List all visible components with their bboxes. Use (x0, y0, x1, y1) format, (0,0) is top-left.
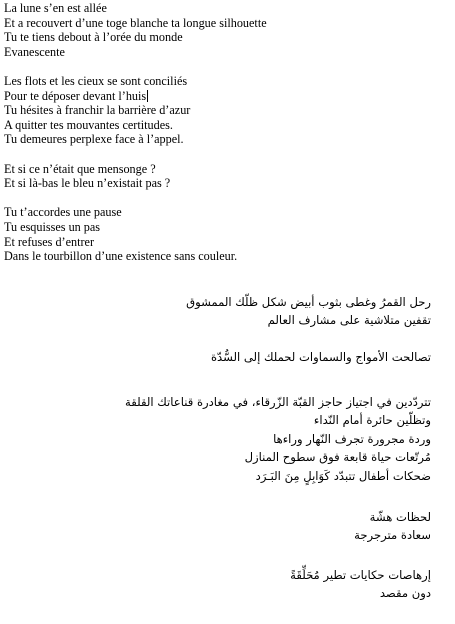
poem-line: Tu te tiens debout à l’orée du monde (4, 30, 183, 45)
poem-line: دون مقصد (379, 586, 431, 601)
poem-line: Et si là-bas le bleu n’existait pas ? (4, 176, 171, 191)
poem-line: تقفين متلاشية على مشارف العالم (267, 313, 431, 328)
french-stanza-3 (4, 162, 444, 191)
poem-line: Tu hésites à franchir la barrière d’azur (4, 103, 191, 118)
poem-line: A quitter tes mouvantes certitudes. (4, 117, 173, 132)
poem-line: Tu esquisses un pas (4, 219, 101, 234)
poem-line: Dans le tourbillon d’une existence sans couleur. (4, 249, 238, 264)
poem-line: مُرتّعات حياة قابعة فوق سطوح المنازل (244, 450, 431, 465)
arabic-stanza-5 (31, 566, 431, 603)
poem-line: La lune s’en est allée (4, 1, 107, 15)
poem-line: وردة مجرورة تجرف النّهار وراءها (273, 431, 431, 446)
poem-line: رحل القمرُ وغطى بثوب أبيض شكل ظلّك الممشوق (186, 295, 431, 309)
poem-line: Et refuses d’entrer (4, 234, 95, 249)
poem-line: تصالحت الأمواج والسماوات لحملك إلى السُّدّة (210, 350, 431, 364)
french-stanza-4 (4, 205, 444, 263)
poem-line: Les flots et les cieux se sont conciliés (4, 73, 188, 88)
french-stanza-1 (4, 1, 444, 59)
poem-line: وتظلّين حائرة أمام النّداء (313, 413, 431, 428)
poem-line: Tu demeures perplexe face à l’appel. (4, 132, 184, 147)
arabic-stanza-2 (31, 348, 431, 366)
arabic-stanza-4 (31, 508, 431, 545)
french-poem (4, 1, 444, 278)
poem-line: تتردّدين في اجتياز حاجز القبّة الزّرقاء، في مغادرة قناعاتك القلقة (125, 395, 431, 409)
poem-line: Evanescente (4, 44, 65, 59)
poem-line: Tu t’accordes une pause (4, 205, 122, 220)
poem-line: ضحكات أطفال تتبدّد كَوَابِلٍ مِنَ البَـرَد (255, 468, 431, 483)
arabic-stanza-1 (31, 293, 431, 330)
poem-line-text: Pour te déposer devant l’huis (4, 88, 147, 103)
text-cursor (147, 90, 148, 102)
poem-line-with-cursor[interactable] (4, 89, 444, 104)
poem-line: Et si ce n’était que mensonge ? (4, 161, 156, 176)
poem-line: Et a recouvert d’une toge blanche ta longue silhouette (4, 15, 267, 30)
poem-line: لحظات هشّة (369, 510, 431, 524)
poem-line: سعادة مترجرجة (354, 528, 431, 543)
french-stanza-2 (4, 74, 444, 147)
arabic-stanza-3 (31, 393, 431, 485)
poem-line: إرهاصات حكايات تطير مُحَلِّقَةً (290, 568, 431, 582)
